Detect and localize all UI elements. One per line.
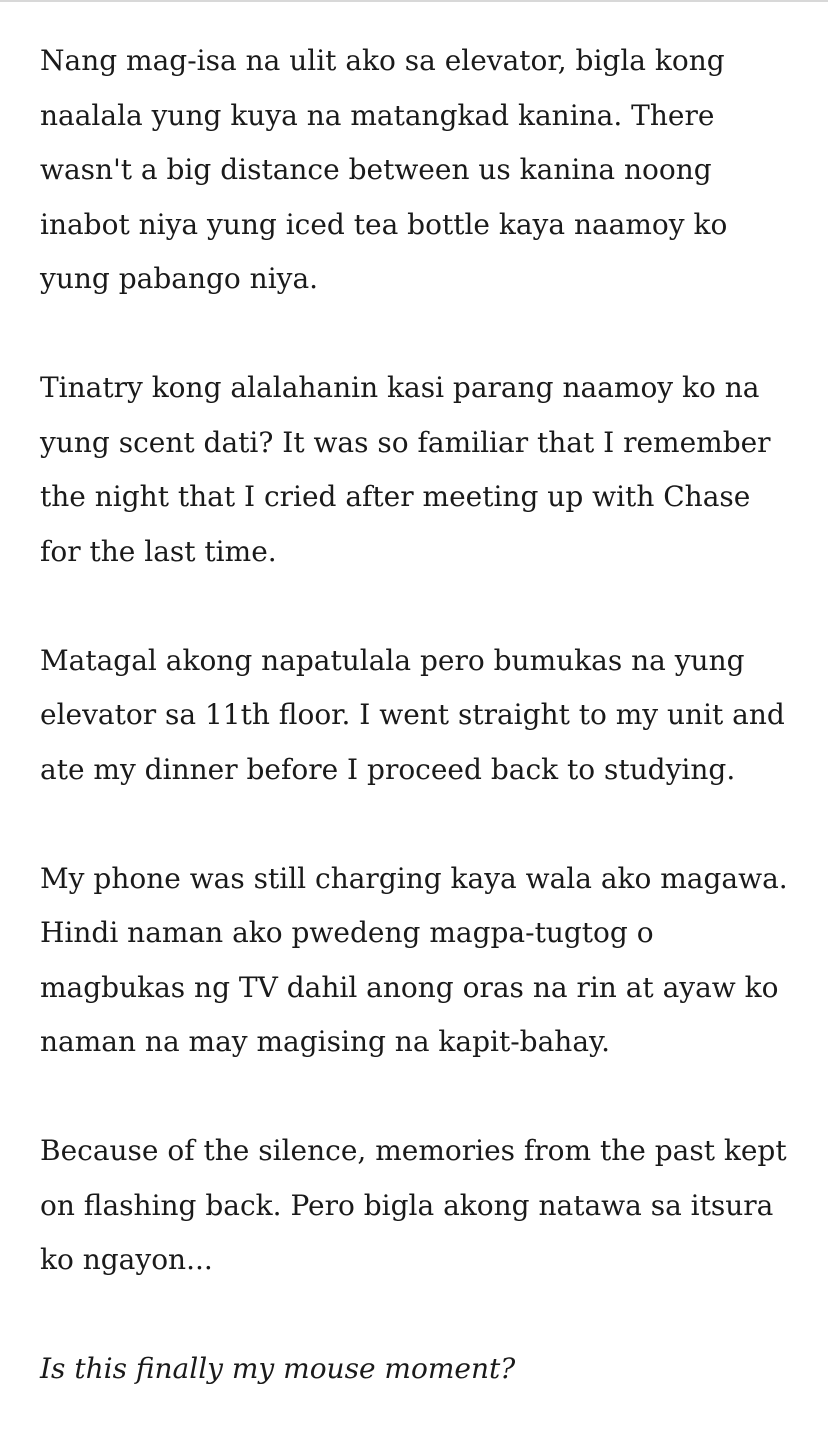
story-body [40,34,790,1397]
paragraph-4: My phone was still charging kaya wala ako magawa. Hindi naman ako pwedeng magpa-tugtog o magbukas ng TV dahil anong oras na rin at ayaw ko naman na may magising na kapit-bahay. [40,861,788,1058]
paragraph-3: Matagal akong napatulala pero bumukas na yung elevator sa 11th floor. I went straight to my unit and ate my dinner before I proceed back to studying. [40,643,785,786]
paragraph-6-italic: Is this finally my mouse moment? [40,1352,516,1385]
paragraph-2: Tinatry kong alalahanin kasi parang naamoy ko na yung scent dati? It was so familiar that I remember the night that I cried after meeting up with Chase for the last time. [40,371,771,568]
paragraph-5: Because of the silence, memories from the past kept on flashing back. Pero bigla akong natawa sa itsura ko ngayon... [40,1134,787,1276]
top-divider [0,0,828,2]
paragraph-1: Nang mag-isa na ulit ako sa elevator, bigla kong naalala yung kuya na matangkad kanina. There wasn't a big distance between us kanina noong inabot niya yung iced tea bottle kaya naamoy ko yung pabango niya. [40,44,728,295]
